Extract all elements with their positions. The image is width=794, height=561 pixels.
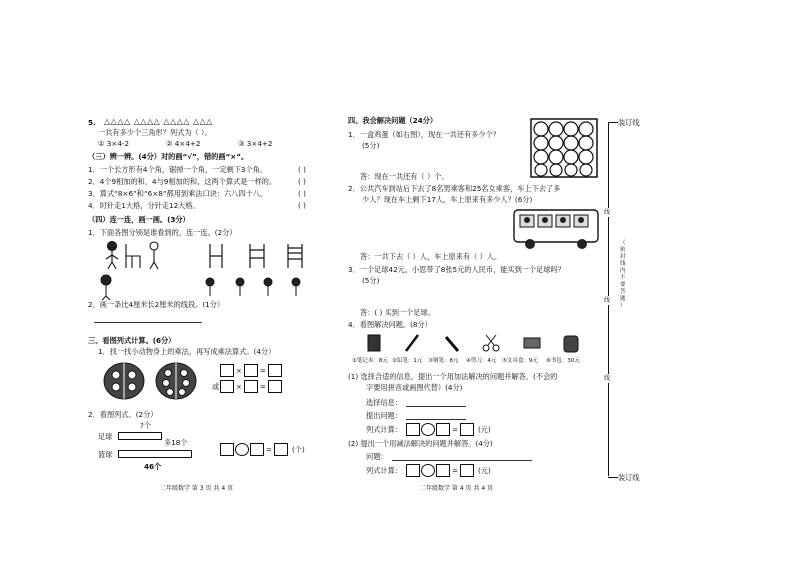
yuan-2: (元) [478, 466, 491, 475]
section3-item-2: 2．4个9相加的和，4与9相加的和，这两个算式是一样的。 [88, 177, 277, 186]
q1-line1: 1．一盒鸡蛋（如右图），现在一共还有多少个？ [348, 130, 500, 139]
section3-title: （三）辨一辨。(4分）对的画“√”，错的画“×”。 [88, 152, 249, 161]
section4-title: （四）连一连，画一画。(3分） [88, 215, 190, 224]
section4-q1: 1．下面各图分别是谁看到的，连一连。(2分） [88, 228, 237, 237]
q2-line2: 少人？现在车上剩下17人，车上原来有多少人？(6分) [362, 195, 533, 204]
section-kan-q2: 2．看图列式。(2分） [88, 410, 158, 419]
section3-paren-4[interactable]: ( ) [298, 201, 306, 210]
q3-line1: 3．一个足球42元，小思带了8张5元的人民币，能买到一个足球吗？ [348, 265, 565, 274]
q4-title: 4．看图解决问题。(8分） [348, 320, 432, 329]
calc-label-1: 列式计算： [366, 425, 402, 434]
calc-boxes-1[interactable]: = [406, 423, 474, 436]
binding-bottom-tick [608, 477, 618, 478]
section-kan-q1: 1．找一找小动物身上的乘法，再写成乘法算式。(4分） [98, 347, 276, 356]
stationery-icons [352, 333, 592, 355]
price-6: ⑥书包：30元 [546, 358, 580, 364]
multiply-boxes-1[interactable]: × = [220, 364, 282, 377]
q5-option-1[interactable]: ① 3×4-2 [98, 139, 130, 148]
q3-answer[interactable]: 答：( ) 买到一个足球。 [360, 308, 435, 317]
question-count-label: ?个 [140, 421, 152, 430]
q4-p1: (1) 选择合适的信息，提出一个用加法解决的问题并解答。(不会的 [348, 372, 558, 381]
binding-top-tick [608, 122, 618, 123]
bus-figure [512, 208, 602, 252]
binding-dot-3: 线 [604, 375, 611, 382]
section3-item-3: 3．算式“8×6”和“6×8”都用到乘法口诀：六八四十八。 [88, 189, 268, 198]
multiply-boxes-2[interactable]: × = [220, 380, 282, 393]
q5-question: 一共有多少个三角形？列式为（ ）。 [98, 128, 212, 137]
q2-line1: 2．公共汽车到站后下去了8名男乘客和25名女乘客，车上下去了多 [348, 184, 561, 193]
right-title: 四、我会解决问题（24分） [348, 116, 438, 125]
binding-top-label: 装订线 [618, 118, 640, 127]
basketball-label: 篮球 [98, 450, 113, 459]
section-kan-title: 三、看图列式计算。(6分） [88, 336, 176, 345]
football-bar [118, 432, 162, 440]
connect-figures[interactable] [90, 238, 320, 300]
question-line[interactable] [392, 460, 532, 461]
calc-label-2: 列式计算： [366, 466, 402, 475]
section3-paren-1[interactable]: ( ) [298, 165, 306, 174]
or-label: 或 [212, 382, 220, 391]
binding-bottom-label: 装订线 [618, 473, 640, 482]
ask-line[interactable] [406, 419, 466, 420]
price-2: ②铅笔：1元 [392, 358, 423, 364]
pen-icon [446, 337, 458, 351]
child-chair-figure [106, 242, 158, 270]
section3-item-4: 4．时针走1大格，分针走12大格。 [88, 201, 200, 210]
schoolbag-icon [564, 336, 578, 352]
section3-item-1: 1．一个长方形有4个角，锯掉一个角，一定剩下3个角。 [88, 165, 268, 174]
pencil-icon [406, 335, 418, 351]
price-4: ④剪刀：4元 [466, 358, 497, 364]
draw-line-area[interactable] [94, 322, 202, 323]
yuan-1: (元) [478, 425, 491, 434]
child-views [101, 275, 300, 300]
price-1: ①笔记本：8元 [352, 358, 388, 364]
pencil-case-icon [524, 338, 540, 348]
scissors-icon [483, 335, 499, 351]
choose-info-line[interactable] [406, 406, 466, 407]
q3-points: (5分) [362, 276, 380, 285]
q4-p1b: 字要用拼音或画图代替）(4分) [366, 383, 463, 392]
section4-q2: 2．画一条比4厘米长2厘米的线段。(1分） [88, 300, 225, 309]
total-label: 46个 [144, 462, 162, 471]
choose-info-label: 选择信息： [366, 398, 402, 407]
ladybug-figures [100, 357, 210, 401]
notebook-icon [368, 335, 380, 351]
more-18-label: 多18个 [164, 438, 188, 447]
section3-paren-2[interactable]: ( ) [298, 177, 306, 186]
unit-ge: (个) [292, 445, 305, 454]
question-label: 问题： [366, 452, 388, 461]
q4-p2: (2) 提出一个用减法解决的问题并解答。(4分) [348, 439, 493, 448]
binding-dot-2: 线 [604, 297, 611, 304]
chair-views [210, 244, 302, 268]
q2-answer[interactable]: 答：一共下去（ ）人，车上原来有（ ）人。 [360, 252, 502, 261]
section3-paren-3[interactable]: ( ) [298, 189, 306, 198]
egg-box-figure [530, 118, 600, 180]
price-3: ③钢笔：8元 [428, 358, 459, 364]
binding-seal-note: （ 密 封 线 内 不 要 答 题 ） [620, 240, 626, 309]
q5-triangles: △△△△ △△△△ △△△△ △△△ [104, 117, 213, 126]
calc-boxes-left[interactable]: = [220, 443, 288, 456]
basketball-bar [118, 450, 192, 458]
q1-points: (5分) [362, 141, 380, 150]
binding-dot-1: 线 [604, 209, 611, 216]
right-footer: 二年级数学 第 4 页 共 4 页 [420, 485, 494, 492]
football-label: 足球 [98, 432, 113, 441]
left-footer: 二年级数学 第 3 页 共 4 页 [160, 485, 234, 492]
q5-option-3[interactable]: ③ 3×4+2 [238, 139, 273, 148]
q5-label: 5. [88, 118, 96, 127]
q1-answer[interactable]: 答：现在一共还有（ ）个。 [360, 172, 449, 181]
calc-boxes-2[interactable]: = [406, 464, 474, 477]
ask-label: 提出问题： [366, 411, 402, 420]
q5-option-2[interactable]: ② 4×4+2 [166, 139, 201, 148]
price-5: ⑤文具盒：9元 [502, 358, 538, 364]
